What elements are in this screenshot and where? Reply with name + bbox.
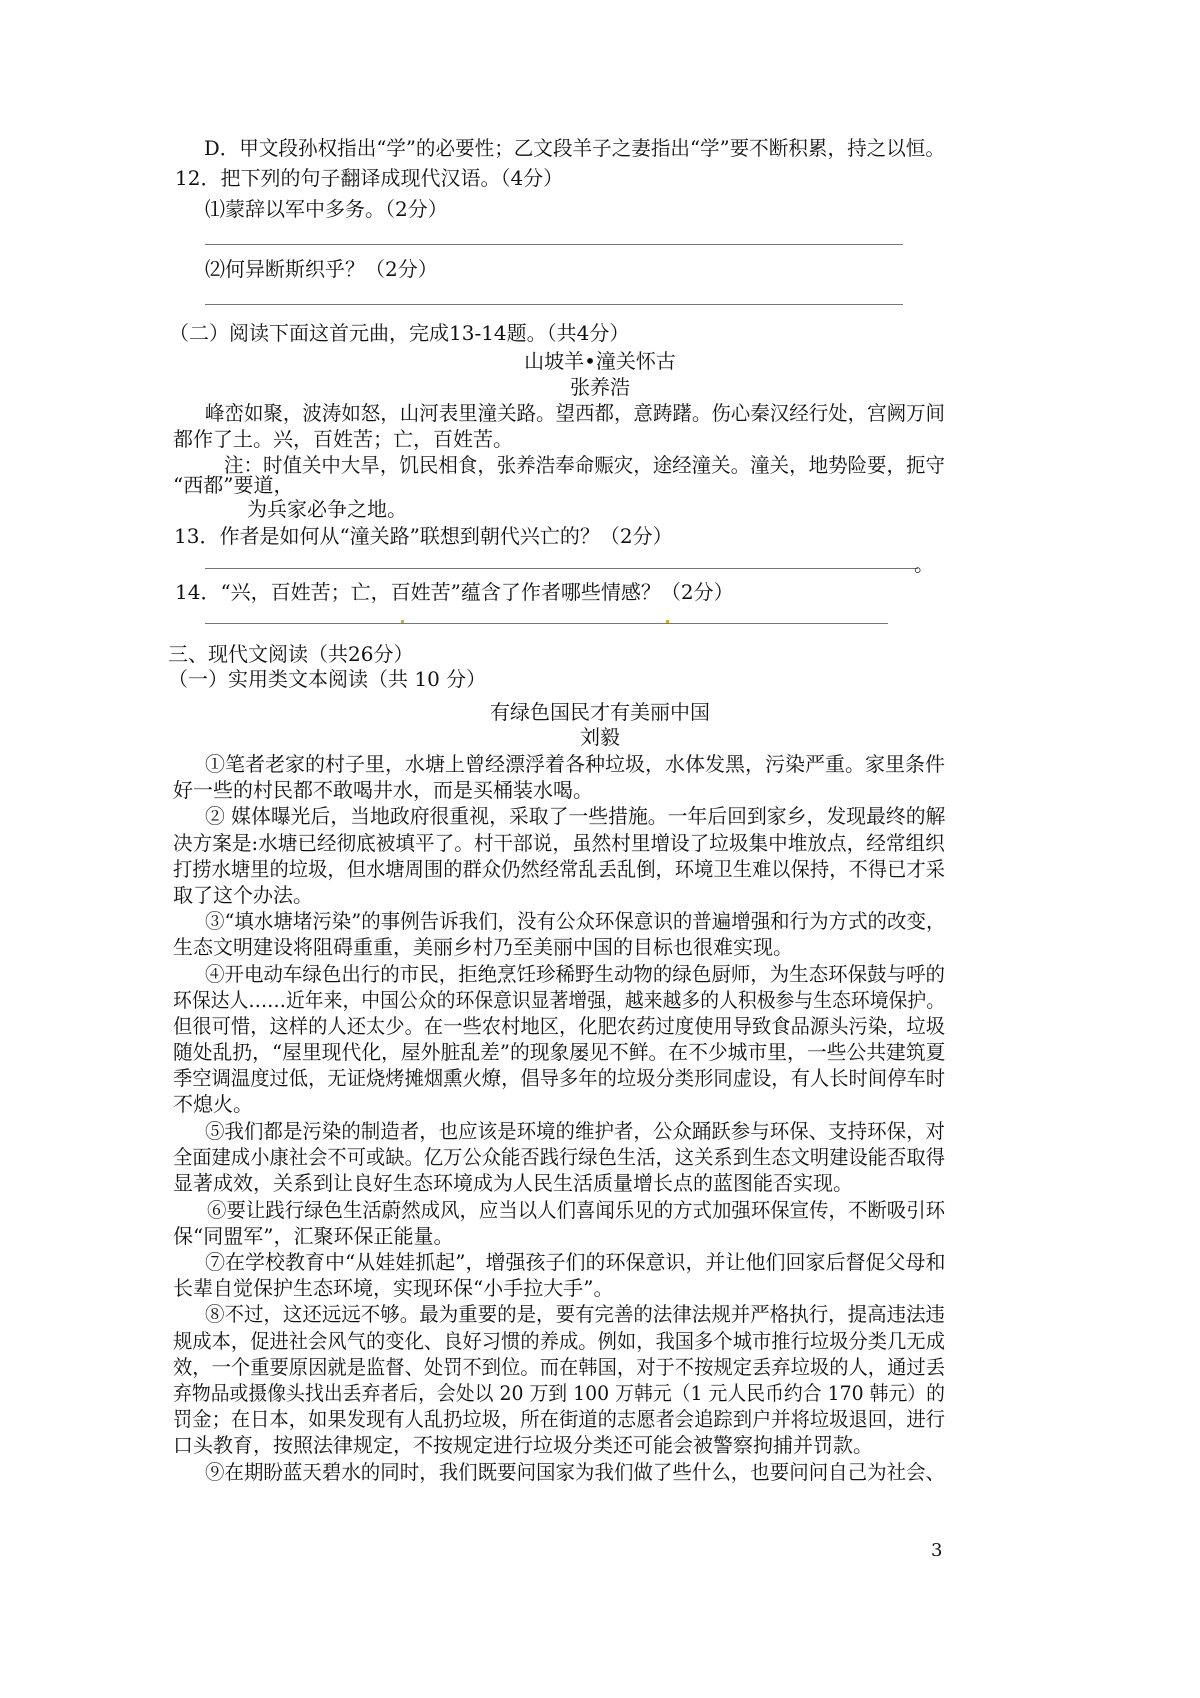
- section3-subtitle: （一）实用类文本阅读（共 10 分）: [168, 667, 487, 691]
- article-line: 环保达人……近年来，中国公众的环保意识显著增强，越来越多的人积极参与生态环境保护。: [173, 988, 946, 1012]
- article-line: 季空调温度过低，无证烧烤摊烟熏火燎，倡导多年的垃圾分类形同虚设，有人长时间停车时: [173, 1066, 945, 1090]
- q12-item-1: ⑴蒙辞以军中多务。（2分）: [205, 197, 448, 221]
- page-number: 3: [931, 1540, 943, 1561]
- article-line: ⑥要让践行绿色生活蔚然成风，应当以人们喜闻乐见的方式加强环保宣传，不断吸引环: [207, 1198, 946, 1222]
- article-line: 长辈自觉保护生态环境，实现环保“小手拉大手”。: [173, 1276, 614, 1300]
- q12-item-2: ⑵何异断斯织乎？（2分）: [205, 257, 438, 281]
- article-line: 打捞水塘里的垃圾，但水塘周围的群众仍然经常乱丢乱倒，环境卫生难以保持，不得已才采: [173, 857, 945, 881]
- article-line: 保“同盟军”，汇聚环保正能量。: [173, 1224, 454, 1248]
- article-line: ⑦在学校教育中“从娃娃抓起”，增强孩子们的环保意识，并让他们回家后督促父母和: [205, 1250, 946, 1274]
- article-line: 好一些的村民都不敢喝井水，而是买桶装水喝。: [173, 778, 593, 802]
- article-line: 随处乱扔，“屋里现代化，屋外脏乱差”的现象屡见不鲜。在不少城市里，一些公共建筑夏: [173, 1040, 946, 1064]
- q12-stem: 12．把下列的句子翻译成现代汉语。（4分）: [175, 166, 564, 190]
- article-line: ④开电动车绿色出行的市民，拒绝烹饪珍稀野生动物的绿色厨师，为生态环保鼓与呼的: [205, 962, 946, 986]
- answer-line[interactable]: [205, 244, 903, 245]
- article-line: ⑤我们都是污染的制造者，也应该是环境的维护者，公众踊跃参与环保、支持环保，对: [205, 1119, 946, 1143]
- article-line: ② 媒体曝光后，当地政府很重视，采取了一些措施。一年后回到家乡，发现最终的解: [205, 804, 946, 828]
- q13-text: 13．作者是如何从“潼关路”联想到朝代兴亡的？（2分）: [174, 524, 673, 548]
- poem-line: 都作了土。兴，百姓苦；亡，百姓苦。: [173, 427, 513, 451]
- q14-text: 14．“兴，百姓苦；亡，百姓苦”蕴含了作者哪些情感？（2分）: [175, 580, 734, 604]
- article-line: 规成本，促进社会风气的变化、良好习惯的养成。例如，我国多个城市推行垃圾分类几无成: [173, 1329, 945, 1353]
- article-title: 有绿色国民才有美丽中国: [490, 700, 710, 724]
- answer-line[interactable]: [205, 304, 903, 305]
- section2-intro: （二）阅读下面这首元曲，完成13-14题。（共4分）: [169, 321, 630, 345]
- article-line: 生态文明建设将阻碍重重，美丽乡村乃至美丽中国的目标也很难实现。: [173, 935, 793, 959]
- mark-dot: [401, 620, 404, 623]
- article-line: 决方案是:水塘已经彻底被填平了。村干部说，虽然村里增设了垃圾集中堆放点，经常组织: [173, 831, 945, 855]
- article-line: 不熄火。: [173, 1092, 253, 1116]
- article-author: 刘毅: [580, 725, 620, 749]
- poem-title: 山坡羊•潼关怀古: [524, 349, 676, 373]
- article-line: ⑨在期盼蓝天碧水的同时，我们既要问国家为我们做了些什么，也要问问自己为社会、: [205, 1460, 946, 1484]
- article-line: 全面建成小康社会不可或缺。亿万公众能否践行绿色生活，这关系到生态文明建设能否取得: [173, 1145, 945, 1169]
- q11-option-d: D．甲文段孙权指出“学”的必要性；乙文段羊子之妻指出“学”要不断积累，持之以恒。: [204, 136, 945, 160]
- article-line: ①笔者老家的村子里，水塘上曾经漂浮着各种垃圾，水体发黑，污染严重。家里条件: [205, 752, 945, 776]
- answer-line[interactable]: [205, 623, 888, 624]
- q13-end-mark: 。: [914, 552, 934, 576]
- article-line: 弃物品或摄像头找出丢弃者后，会处以 20 万到 100 万韩元（1 元人民币约合 170 韩元）的: [173, 1381, 946, 1405]
- article-line: 显著成效，关系到让良好生态环境成为人民生活质量增长点的蓝图能否实现。: [173, 1171, 853, 1195]
- article-line: 但很可惜，这样的人还太少。在一些农村地区，化肥农药过度使用导致食品源头污染，垃圾: [173, 1014, 945, 1038]
- poem-note: “西都”要道，: [173, 473, 294, 497]
- article-line: ⑧不过，这还远远不够。最为重要的是，要有完善的法律法规并严格执行，提高违法违: [205, 1302, 946, 1326]
- article-line: ③“填水塘堵污染”的事例告诉我们，没有公众环保意识的普遍增强和行为方式的改变，: [205, 909, 946, 933]
- mark-dot: [666, 620, 669, 623]
- article-line: 取了这个办法。: [173, 883, 313, 907]
- answer-line[interactable]: [205, 568, 918, 569]
- poem-author: 张养浩: [570, 375, 630, 399]
- article-line: 罚金；在日本，如果发现有人乱扔垃圾，所在街道的志愿者会追踪到户并将垃圾退回，进行: [173, 1407, 945, 1431]
- article-line: 口头教育，按照法律规定，不按规定进行垃圾分类还可能会被警察拘捕并罚款。: [173, 1433, 873, 1457]
- poem-line: 峰峦如聚，波涛如怒，山河表里潼关路。望西都，意踌躇。伤心秦汉经行处，宫阙万间: [205, 401, 946, 425]
- poem-note: 注：时值关中大旱，饥民相食，张养浩奉命赈灾，途经潼关。潼关，地势险要，扼守: [224, 453, 945, 477]
- section3-title: 三、现代文阅读（共26分）: [168, 642, 414, 666]
- poem-note: 为兵家必争之地。: [247, 497, 407, 521]
- article-line: 效，一个重要原因就是监督、处罚不到位。而在韩国，对于不按规定丢弃垃圾的人，通过丢: [173, 1355, 945, 1379]
